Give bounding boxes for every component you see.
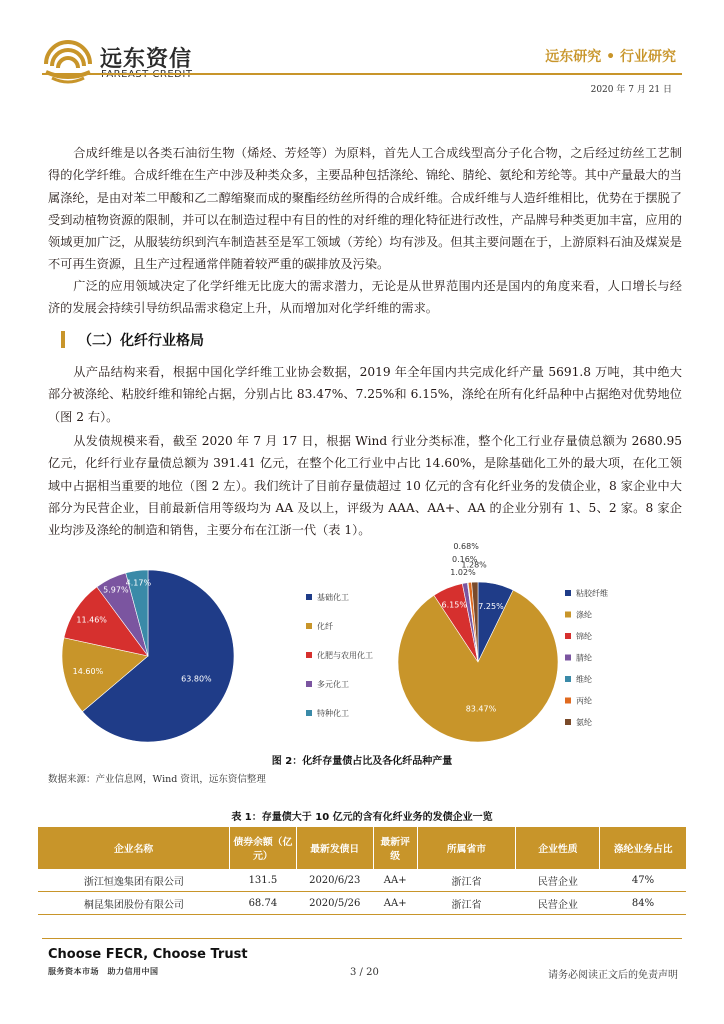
col-header-rating: 最新评级 — [373, 827, 417, 869]
cell-company: 桐昆集团股份有限公司 — [38, 892, 230, 915]
cell-balance: 131.5 — [230, 869, 296, 892]
legend-label-1-6: 氨纶 — [576, 718, 592, 727]
source-note: 数据来源：产业信息网，Wind 资讯，远东资信整理 — [48, 774, 266, 785]
cell-ownership: 民营企业 — [516, 869, 600, 892]
data-label-1-1: 83.47% — [465, 704, 497, 714]
legend-label-1-5: 丙纶 — [576, 696, 592, 706]
figure-2 — [48, 541, 682, 748]
data-label-0-1: 14.60% — [72, 667, 104, 677]
legend-label-1-0: 粘胶纤维 — [576, 589, 608, 598]
col-header-issue-date: 最新发债日 — [296, 827, 373, 869]
page-number: 3 / 20 — [350, 967, 379, 978]
col-header-polyester-share: 涤纶业务占比 — [600, 827, 686, 869]
data-label-0-2: 11.46% — [76, 615, 107, 625]
cell-polyester-share: 84% — [600, 892, 686, 915]
figure-2-charts — [48, 541, 682, 748]
report-date: 2020 年 7 月 21 日 — [590, 85, 672, 95]
fecr-logo-icon — [42, 38, 94, 86]
legend-swatch-1-0 — [565, 590, 571, 596]
table-header-row — [38, 827, 686, 869]
legend-swatch-1-2 — [565, 633, 571, 639]
cell-rating: AA+ — [373, 892, 417, 915]
cell-balance: 68.74 — [230, 892, 296, 915]
legend-label-1-3: 腈纶 — [576, 653, 592, 663]
cell-company: 浙江恒逸集团有限公司 — [38, 869, 230, 892]
legend-swatch-1-1 — [565, 612, 571, 618]
legend-label-1-1: 涤纶 — [576, 610, 592, 620]
legend-swatch-1-3 — [565, 655, 571, 661]
legend-label-0-3: 多元化工 — [317, 680, 349, 689]
footer-tagline: 服务资本市场 助力信用中国 — [48, 967, 159, 976]
legend-swatch-1-4 — [565, 676, 571, 682]
cell-issue-date: 2020/6/23 — [296, 869, 373, 892]
cell-issue-date: 2020/5/26 — [296, 892, 373, 915]
company-name-cn: 远东资信 — [100, 47, 193, 72]
cell-polyester-share: 47% — [600, 869, 686, 892]
legend-swatch-0-1 — [306, 623, 312, 629]
section-title: （二）化纤行业格局 — [78, 333, 204, 349]
paragraph-demand: 广泛的应用领域决定了化学纤维无比庞大的需求潜力，无论是从世界范围内还是国内的角度来看，人口增长与经济的发展会持续引导纺织品需求稳定上升，从而增加对化学纤维的需求。 — [48, 279, 682, 316]
header-divider — [42, 73, 682, 75]
legend-swatch-0-0 — [306, 594, 312, 600]
data-label-1-6: 1.28% — [461, 560, 487, 570]
issuer-table — [38, 827, 686, 915]
cell-province: 浙江省 — [417, 892, 516, 915]
legend-label-1-4: 维纶 — [576, 675, 592, 684]
paragraph-synthetic-fiber: 合成纤维是以各类石油衍生物（烯烃、芳烃等）为原料，首先人工合成线型高分子化合物，之后经过纺丝工艺制得的化学纤维。合成纤维在生产中涉及种类众多，主要品种包括涤纶、锦纶、腈纶、氨纶和芳纶等。其中产量最大的当属涤纶，是由对苯二甲酸和乙二醇缩聚而成的聚酯经纺丝所得的合成纤维。合成纤维与人造纤维相比，优势在于摆脱了受到动植物资源的限制，并可以在制造过程中有目的性的对纤维的理化特征进行改性，产品牌号种类更加丰富，应用的领域更加广泛，从服装纺织到汽车制造甚至是军工领域（芳纶）均有涉及。但其主要问题在于，上游原料石油及煤炭是不可再生资源，且生产过程通常伴随着较严重的碳排放及污染。 — [48, 146, 682, 272]
legend-swatch-0-2 — [306, 652, 312, 658]
footer-divider — [42, 938, 682, 939]
data-label-1-2: 6.15% — [441, 600, 467, 610]
col-header-province: 所属省市 — [417, 827, 516, 869]
table-caption: 表 1：存量债大于 10 亿元的含有化纤业务的发债企业一览 — [231, 812, 493, 823]
legend-label-0-1: 化纤 — [317, 622, 333, 631]
col-header-balance: 债券余额（亿元） — [230, 827, 296, 869]
data-label-1-3: 1.02% — [450, 568, 476, 578]
data-label-1-5: 0.68% — [453, 541, 479, 551]
col-header-company: 企业名称 — [38, 827, 230, 869]
table-row — [38, 869, 686, 892]
report-type: 远东研究 • 行业研究 — [545, 49, 676, 65]
legend-label-0-2: 化肥与农用化工 — [317, 651, 373, 660]
cell-rating: AA+ — [373, 869, 417, 892]
section-marker — [61, 331, 65, 348]
legend-label-0-0: 基础化工 — [317, 593, 349, 602]
legend-label-0-4: 特种化工 — [317, 709, 349, 718]
cell-province: 浙江省 — [417, 869, 516, 892]
company-logo — [42, 38, 212, 88]
paragraph-bond-scale: 从发债规模来看，截至 2020 年 7 月 17 日，根据 Wind 行业分类标准，整个化工行业存量债总额为 2680.95 亿元，化纤行业存量债总额为 391.41 亿元，在整个化工行业中占比 14.60%，是除基础化工外的最大项，在化工领域中占据相当重要的地位（图 2 左）。我们统计了目前存量债超过 10 亿元的含有化纤业务的发债企业，8 家企业中大部分为民营企业，目前最新信用等级均为 AA 及以上，评级为 AAA、AA+、AA 的企业分别有 1、5、2 家。8 家企业均涉及涤纶的制造和销售，主要分布在江浙一代（表 1）。 — [48, 434, 682, 538]
legend-swatch-0-3 — [306, 681, 312, 687]
data-label-0-0: 63.80% — [181, 674, 212, 684]
cell-ownership: 民营企业 — [516, 892, 600, 915]
disclaimer-note: 请务必阅读正文后的免责声明 — [548, 970, 678, 981]
data-label-0-3: 5.97% — [103, 585, 129, 595]
data-label-1-0: 7.25% — [478, 601, 504, 611]
data-label-0-4: 4.17% — [125, 578, 152, 588]
paragraph-product-structure: 从产品结构来看，根据中国化学纤维工业协会数据，2019 年全年国内共完成化纤产量 5691.8 万吨，其中绝大部分被涤纶、粘胶纤维和锦纶占据，分别占比 83.47%、7.25%和 6.15%，涤纶在所有化纤品种中占据绝对优势地位（图 2 右）。 — [48, 365, 682, 424]
table-row — [38, 892, 686, 915]
col-header-ownership: 企业性质 — [516, 827, 600, 869]
legend-label-1-2: 锦纶 — [576, 632, 592, 641]
figure-caption: 图 2：化纤存量债占比及各化纤品种产量 — [271, 756, 453, 767]
legend-swatch-1-5 — [565, 698, 571, 704]
legend-swatch-0-4 — [306, 710, 312, 716]
footer-slogan: Choose FECR, Choose Trust — [48, 947, 248, 962]
data-label-1-4: 0.16% — [451, 554, 478, 564]
legend-swatch-1-6 — [565, 719, 571, 725]
